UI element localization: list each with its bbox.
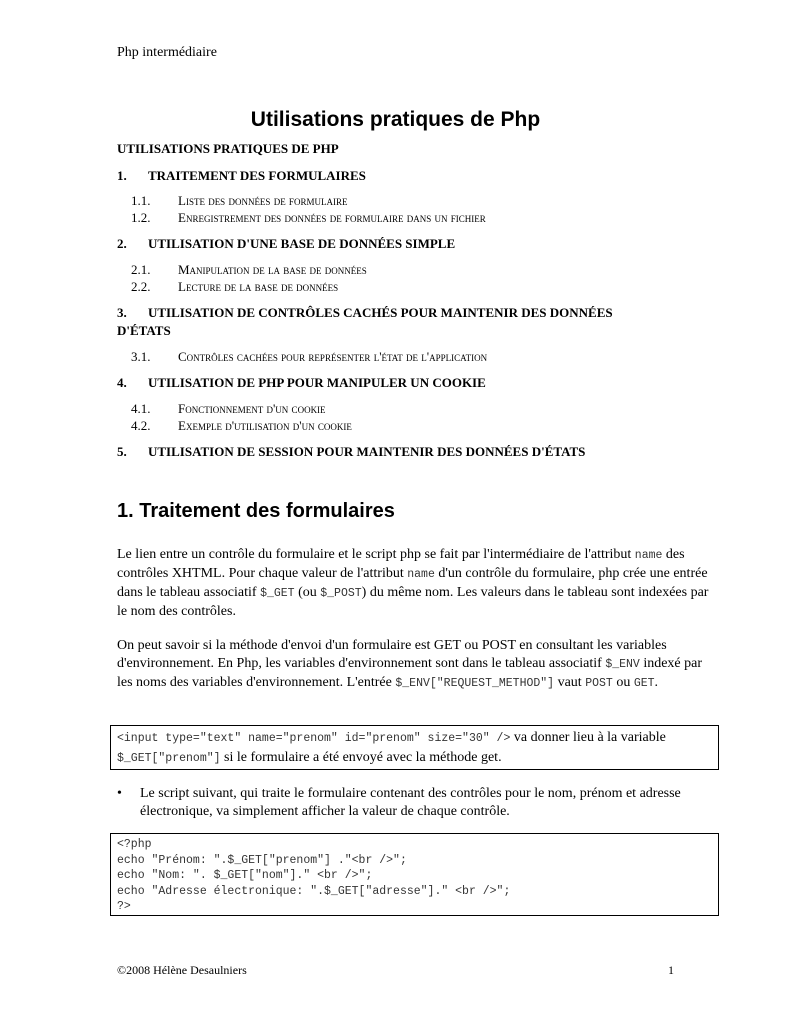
toc-subsection-2-1[interactable]	[131, 262, 367, 278]
toc-section-number: 5.	[117, 444, 127, 459]
toc-subsection-number: 2.2.	[131, 279, 151, 294]
code-line: <?php	[117, 838, 152, 851]
paragraph-text: ) du même nom. Les valeurs dans le tableau sont indexées par le nom des contrôles.	[117, 585, 709, 619]
paragraph-text: vaut	[554, 675, 586, 690]
toc-subsection-label: Fonctionnement d'un cookie	[178, 401, 326, 416]
toc-section-number: 2.	[117, 236, 127, 251]
example-box	[110, 725, 719, 770]
paragraph-text: Le lien entre un contrôle du formulaire et le script php se fait par l'intermédiaire de l'attribut	[117, 547, 632, 562]
paragraph-text: indexé par les noms des variables d'environnement. L'entrée	[117, 656, 703, 690]
code-line: echo "Prénom: ".$_GET["prenom"] ."<br />";	[117, 853, 407, 867]
inline-code: $_ENV["REQUEST_METHOD"]	[395, 677, 555, 690]
inline-code: $_GET	[260, 587, 295, 600]
code-line: echo "Nom: ". $_GET["nom"]." <br />";	[117, 869, 373, 882]
toc-subsection-4-2[interactable]	[131, 418, 352, 434]
toc-subsection-label: Enregistrement des données de formulaire dans un fichier	[178, 210, 486, 225]
toc-section-1[interactable]	[117, 168, 366, 184]
toc-subsection-4-1[interactable]	[131, 401, 326, 417]
inline-code: name	[407, 568, 435, 581]
inline-code: <input type="text" name="prenom" id="prenom" size="30" />	[117, 732, 511, 745]
toc-subsection-1-1[interactable]	[131, 193, 347, 209]
inline-code: GET	[633, 677, 655, 690]
paragraph-request-method	[117, 637, 717, 693]
toc-subsection-3-1[interactable]	[131, 349, 487, 365]
paragraph-attribute-name	[117, 546, 717, 621]
toc-section-5[interactable]	[117, 444, 585, 460]
toc-section-2[interactable]	[117, 236, 455, 252]
toc-section-4[interactable]	[117, 375, 486, 391]
paragraph-text: (ou	[294, 585, 321, 600]
example-text: si le formulaire a été envoyé avec la méthode get.	[220, 750, 502, 765]
toc-subsection-number: 4.2.	[131, 418, 151, 433]
paragraph-text: d'un contrôle du formulaire, php crée une entrée dans le tableau associatif	[117, 566, 708, 600]
toc-subsection-2-2[interactable]	[131, 279, 338, 295]
toc-section-number: 3.	[117, 305, 127, 320]
page-number: 1	[668, 963, 674, 977]
paragraph-text: des contrôles XHTML. Pour chaque valeur de l'attribut	[117, 547, 685, 581]
inline-code: POST	[585, 677, 613, 690]
code-block	[110, 833, 719, 916]
toc-section-3-continued: D'ÉTATS	[117, 323, 171, 338]
bullet-text: Le script suivant, qui traite le formulaire contenant des contrôles pour le nom, prénom et adresse électronique, va simplement afficher la valeur de chaque contrôle.	[140, 786, 681, 819]
toc-subsection-number: 2.1.	[131, 262, 151, 277]
toc-section-label: UTILISATION DE PHP POUR MANIPULER UN COOKIE	[148, 375, 486, 390]
toc-section-label: UTILISATION D'UNE BASE DE DONNÉES SIMPLE	[148, 236, 456, 251]
toc-section-label: TRAITEMENT DES FORMULAIRES	[148, 168, 366, 183]
toc-subsection-1-2[interactable]	[131, 210, 486, 226]
paragraph-text: .	[654, 675, 659, 690]
toc-subsection-label: Liste des données de formulaire	[178, 193, 348, 208]
toc-subsection-label: Exemple d'utilisation d'un cookie	[178, 418, 352, 433]
page-header: Php intermédiaire	[117, 45, 217, 60]
paragraph-text: ou	[612, 675, 634, 690]
toc-subsection-number: 4.1.	[131, 401, 151, 416]
toc-heading: UTILISATIONS PRATIQUES DE PHP	[117, 141, 339, 156]
toc-section-3[interactable]	[117, 305, 613, 321]
document-title: Utilisations pratiques de Php	[250, 108, 541, 131]
inline-code: name	[634, 549, 663, 562]
toc-subsection-label: Contrôles cachées pour représenter l'état de l'application	[178, 349, 488, 364]
toc-subsection-label: Lecture de la base de données	[178, 279, 339, 294]
code-line: echo "Adresse électronique: ".$_GET["adresse"]." <br />";	[117, 884, 511, 898]
footer-copyright: ©2008 Hélène Desaulniers	[117, 963, 247, 977]
toc-section-label: UTILISATION DE CONTRÔLES CACHÉS POUR MAINTENIR DES DONNÉES	[148, 305, 613, 320]
example-text: va donner lieu à la variable	[510, 730, 666, 745]
toc-section-number: 1.	[117, 168, 127, 183]
bullet-icon: •	[117, 786, 122, 801]
toc-subsection-label: Manipulation de la base de données	[178, 262, 367, 277]
section-heading: 1. Traitement des formulaires	[117, 500, 395, 522]
paragraph-text: On peut savoir si la méthode d'envoi d'un formulaire est GET ou POST en consultant les variables d'environnement. En Php, les variables d'environnement sont dans le tableau associatif	[117, 638, 667, 671]
toc-section-label: UTILISATION DE SESSION POUR MAINTENIR DES DONNÉES D'ÉTATS	[148, 444, 586, 459]
toc-subsection-number: 1.2.	[131, 210, 151, 225]
toc-subsection-number: 1.1.	[131, 193, 151, 208]
toc-subsection-number: 3.1.	[131, 349, 151, 364]
inline-code: $_GET["prenom"]	[117, 752, 221, 765]
inline-code: $_ENV	[605, 658, 640, 671]
code-line: ?>	[117, 900, 131, 913]
inline-code: $_POST	[320, 587, 362, 600]
toc-section-number: 4.	[117, 375, 127, 390]
